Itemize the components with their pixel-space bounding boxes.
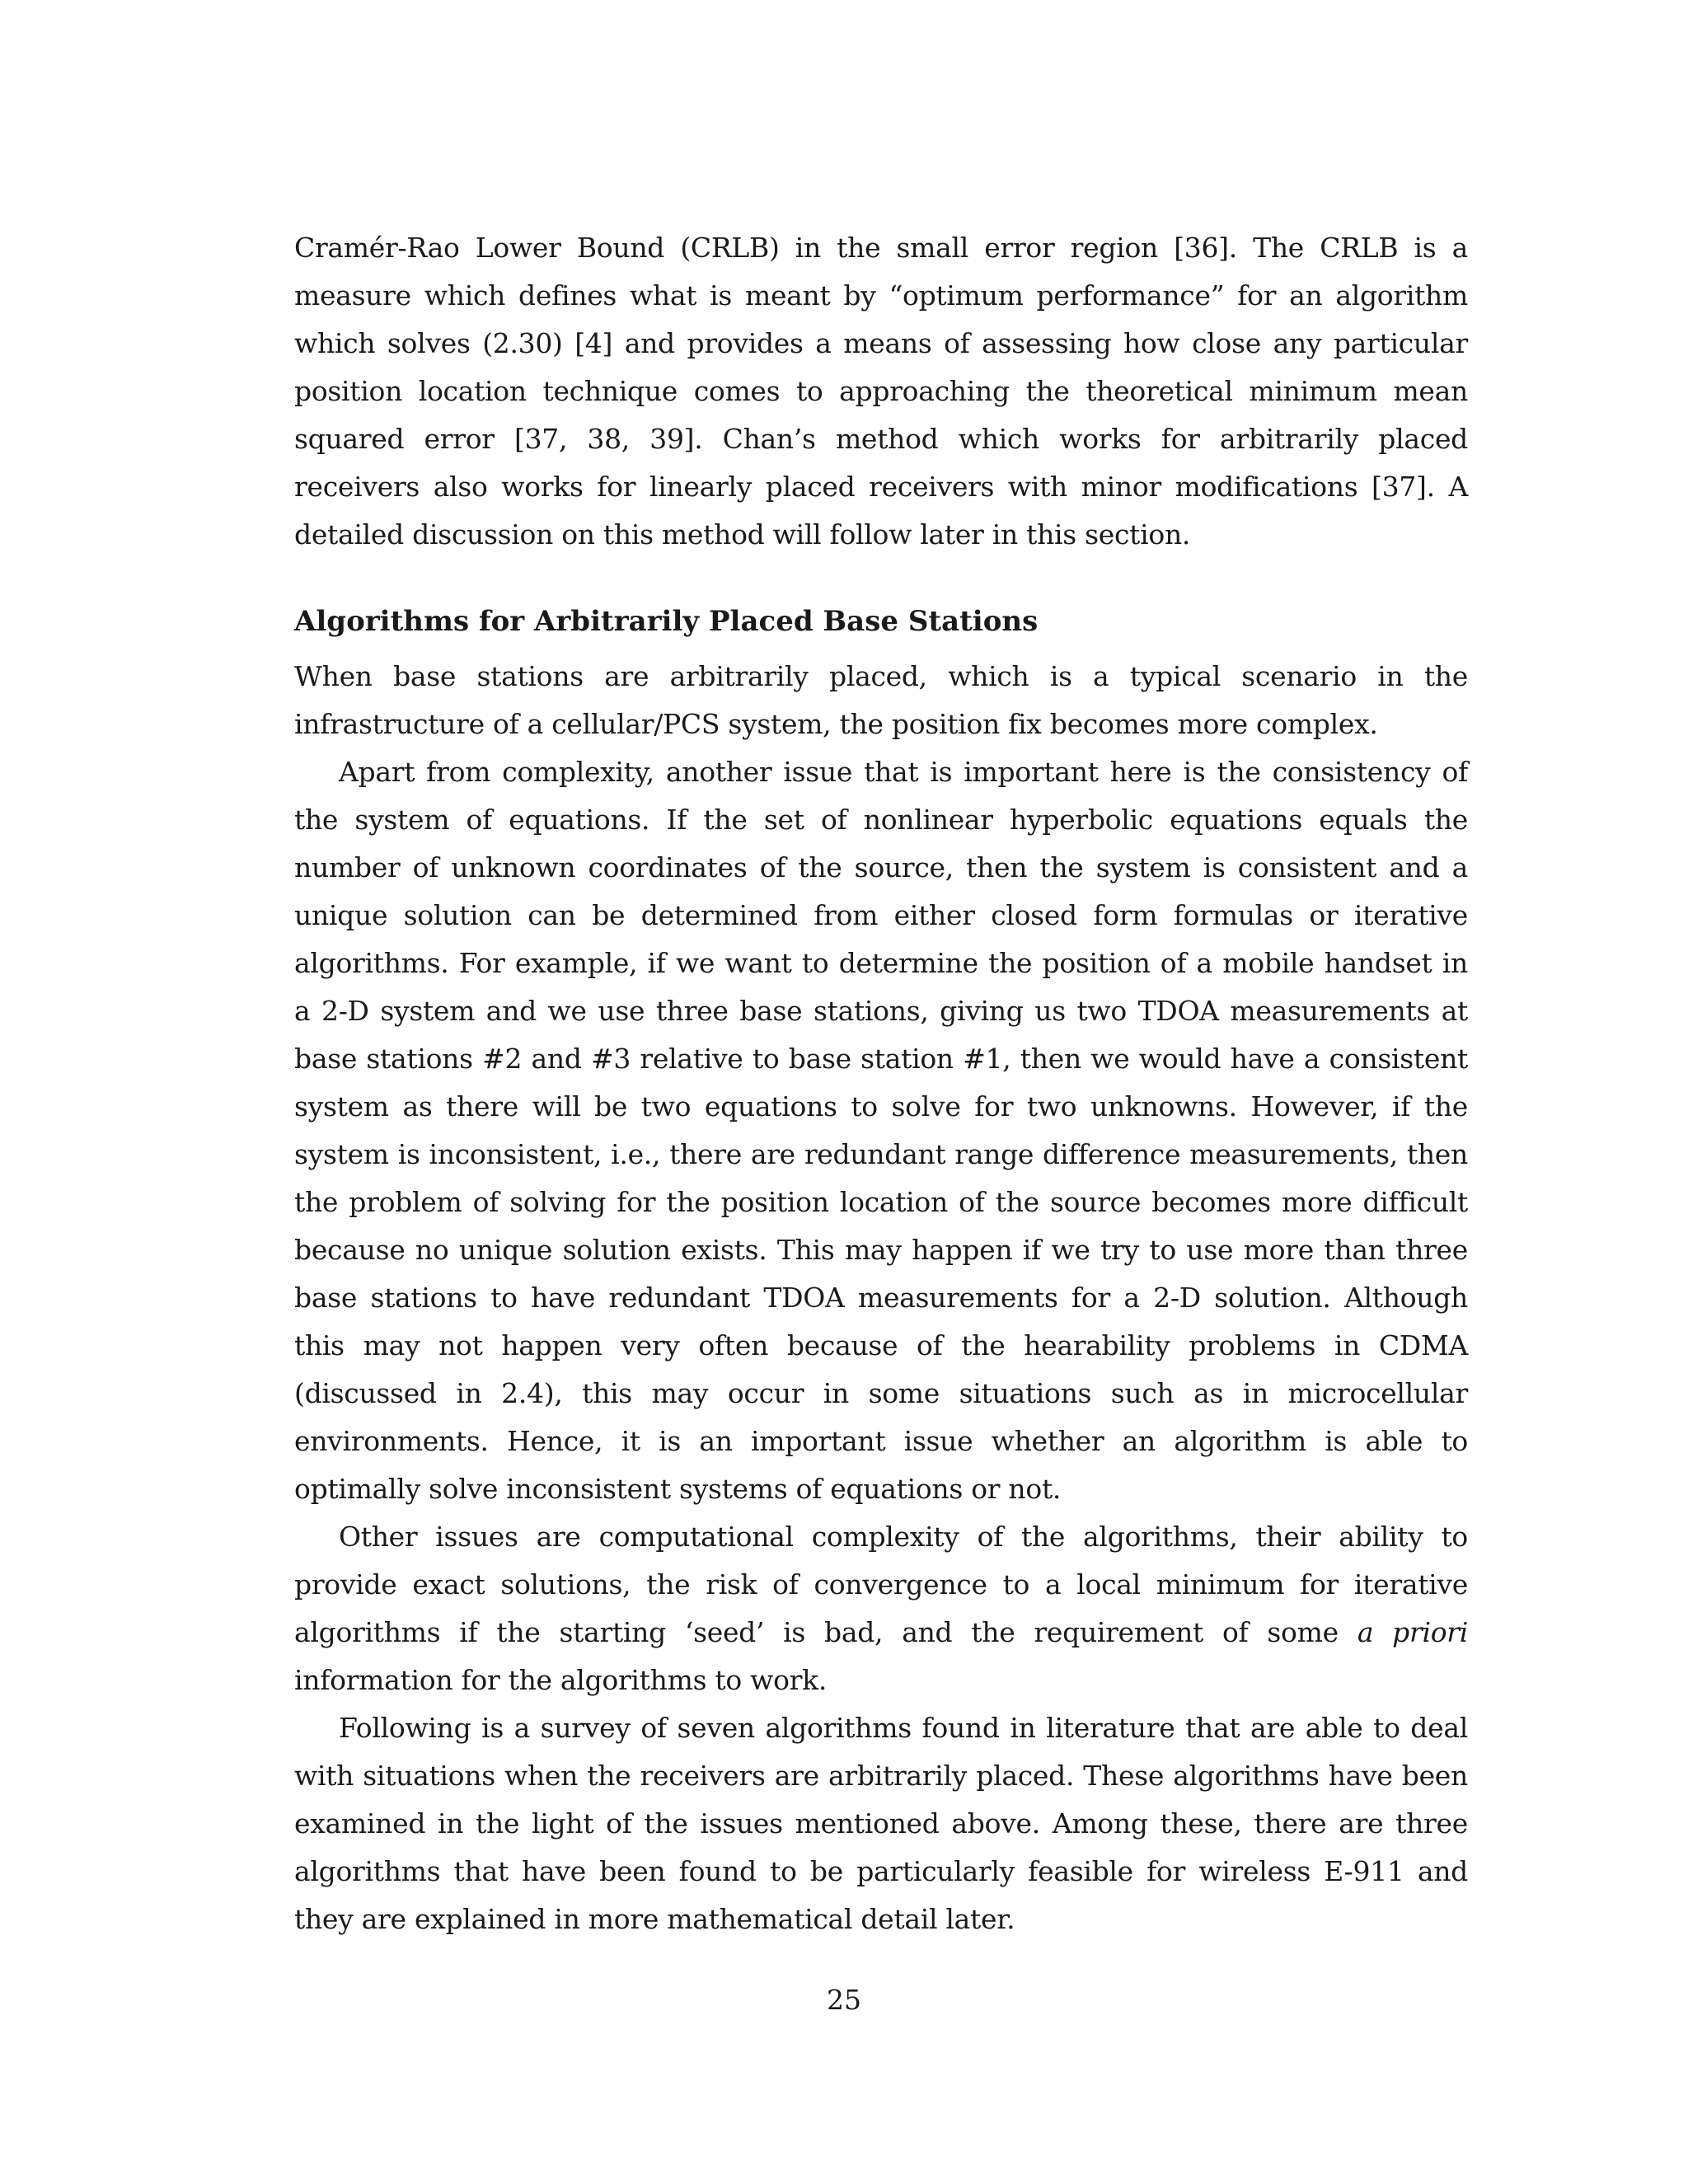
paragraph-other-issues-text-end: information for the algorithms to work. — [294, 1664, 828, 1696]
paragraph-other-issues — [294, 1513, 1468, 1704]
paragraph-consistency: Apart from complexity, another issue that is important here is the consistency of the system of equations. If the set of nonlinear hyperbolic equations equals the number of unknown coordinates of the source, then the system is consistent and a unique solution can be determined from either closed form formulas or iterative algorithms. For example, if we want to determine the position of a mobile handset in a 2-D system and we use three base stations, giving us two TDOA measurements at base stations #2 and #3 relative to base station #1, then we would have a consistent system as there will be two equations to solve for two unknowns. However, if the system is inconsistent, i.e., there are redundant range difference measurements, then the problem of solving for the position location of the source becomes more difficult because no unique solution exists. This may happen if we try to use more than three base stations to have redundant TDOA measurements for a 2-D solution. Although this may not happen very often because of the hearability problems in CDMA (discussed in 2.4), this may occur in some situations such as in microcellular environments. Hence, it is an important issue whether an algorithm is able to optimally solve inconsistent systems of equations or not. — [294, 756, 1468, 1505]
intro-paragraph: Cramér-Rao Lower Bound (CRLB) in the small error region [36]. The CRLB is a measure which defines what is meant by “optimum performance” for an algorithm which solves (2.30) [4] and provides a means of assessing how close any particular position location technique comes to approaching the theoretical minimum mean squared error [37, 38, 39]. Chan’s method which works for arbitrarily placed receivers also works for linearly placed receivers with minor modifications [37]. A detailed discussion on this method will follow later in this section. — [294, 232, 1468, 551]
paragraph-survey: Following is a survey of seven algorithms found in literature that are able to deal with situations when the receivers are arbitrarily placed. These algorithms have been examined in the light of the issues mentioned above. Among these, there are three algorithms that have been found to be particularly feasible for wireless E-911 and they are explained in more mathematical detail later. — [294, 1712, 1468, 1935]
paragraph-other-issues-text: Other issues are computational complexity of the algorithms, their ability to provide exact solutions, the risk of convergence to a local minimum for iterative algorithms if the starting ‘seed’ is bad, and the requirement of some — [294, 1521, 1468, 1648]
section-heading: Algorithms for Arbitrarily Placed Base Stations — [294, 605, 1039, 638]
page-number: 25 — [827, 1984, 861, 2016]
page-content — [294, 224, 1468, 1943]
paragraph-base-stations: When base stations are arbitrarily placed, which is a typical scenario in the infrastructure of a cellular/PCS system, the position fix becomes more complex. — [294, 660, 1468, 740]
a-priori-emphasis: a priori — [1357, 1616, 1469, 1648]
